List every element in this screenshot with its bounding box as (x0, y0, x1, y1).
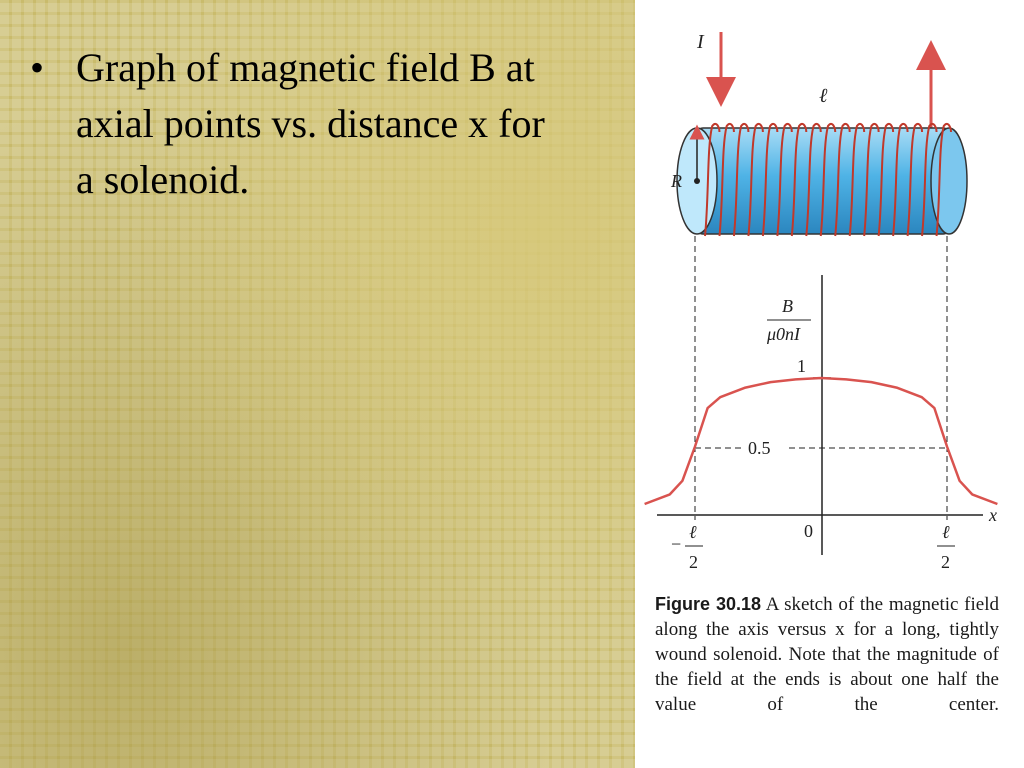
y-label-numerator: B (782, 296, 793, 316)
half-value-label: 0.5 (748, 438, 771, 458)
bullet-text: Graph of magnetic field B at axial points vs. distance x for a solenoid. (76, 45, 545, 202)
left-end-denominator: 2 (689, 552, 698, 572)
radius-label: R (671, 171, 682, 191)
right-end-numerator: ℓ (942, 522, 950, 542)
bullet-symbol: • (30, 45, 45, 90)
figure-caption (655, 592, 999, 717)
origin-label: 0 (804, 521, 813, 541)
bullet-list (30, 40, 570, 208)
y-label-denominator: μ0nI (767, 324, 801, 344)
bullet-item (30, 40, 570, 208)
solenoid-figure (635, 0, 1024, 590)
right-end-denominator: 2 (941, 552, 950, 572)
length-label: ℓ (819, 85, 828, 107)
left-end-sign: − (671, 534, 682, 554)
field-curve (645, 378, 998, 504)
current-label: I (697, 31, 704, 53)
figure-panel (635, 0, 1024, 768)
y-tick-one-label: 1 (797, 356, 806, 376)
left-end-numerator: ℓ (689, 522, 697, 542)
caption-text: A sketch of the magnetic field along the axis versus x for a long, tightly wound solenoid. Note that the magnitude of the field at the ends is about one half the value of the center. (655, 594, 999, 715)
x-axis-label: x (989, 505, 997, 525)
caption-label: Figure 30.18 (655, 594, 762, 614)
